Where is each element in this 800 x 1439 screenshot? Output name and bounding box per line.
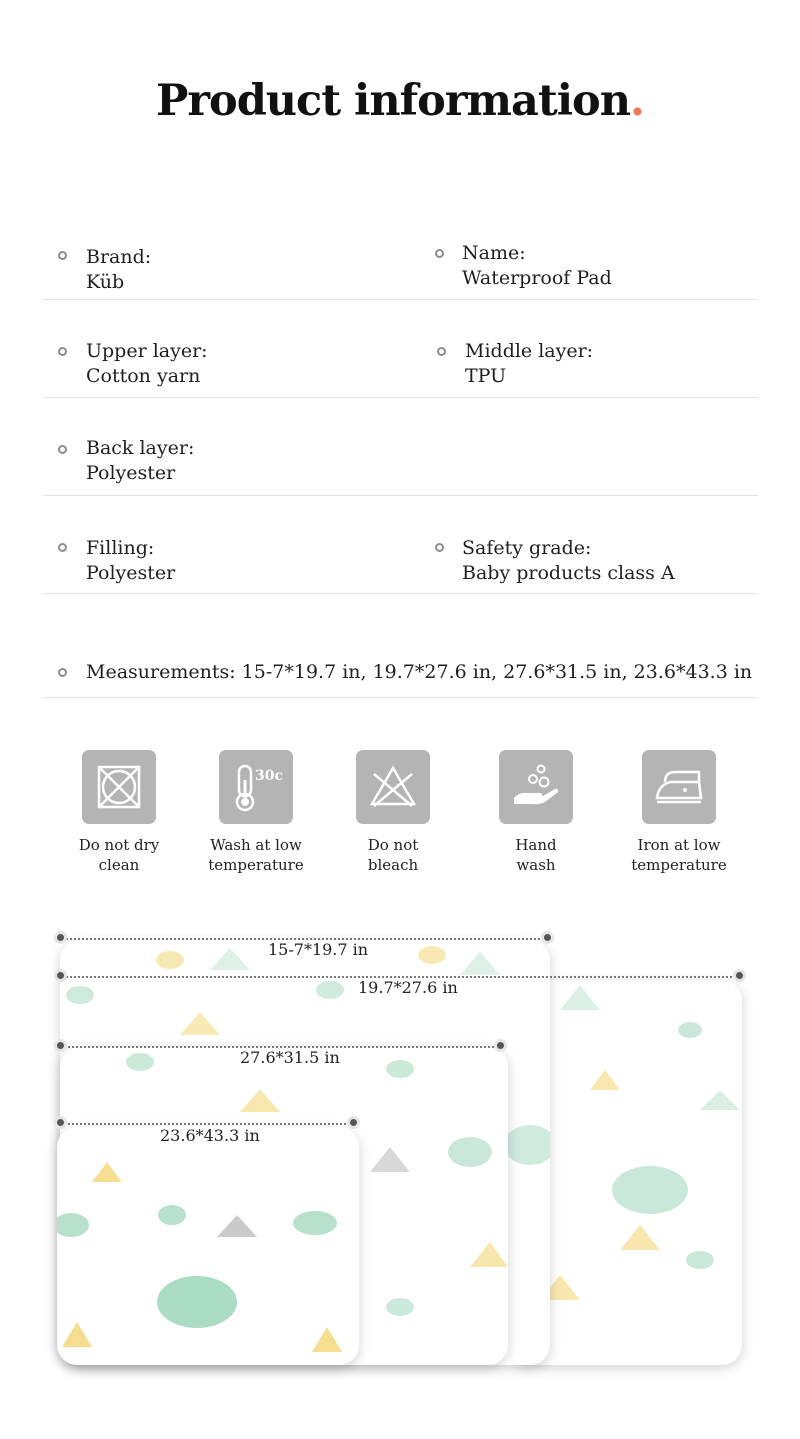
care-no-bleach xyxy=(333,750,453,875)
bullet-icon xyxy=(435,249,444,258)
bullet-icon xyxy=(437,347,446,356)
endpoint-dot xyxy=(54,1039,67,1052)
hand-wash-icon xyxy=(499,750,573,824)
bullet-icon xyxy=(435,543,444,552)
no-dry-clean-icon xyxy=(82,750,156,824)
endpoint-dot xyxy=(54,1116,67,1129)
spec-filling: Filling: Polyester xyxy=(86,537,176,584)
endpoint-dot xyxy=(54,931,67,944)
care-wash-low-temp xyxy=(196,750,316,875)
spec-safety-grade: Safety grade: Baby products class A xyxy=(462,537,675,584)
bullet-icon xyxy=(58,251,67,260)
care-label: Iron at low temperature xyxy=(631,836,727,874)
spec-upper-layer: Upper layer: Cotton yarn xyxy=(86,340,208,387)
bullet-icon xyxy=(58,543,67,552)
care-hand-wash xyxy=(476,750,596,875)
size-label-1: 15-7*19.7 in xyxy=(264,940,372,959)
iron-low-temp-icon xyxy=(642,750,716,824)
endpoint-dot xyxy=(494,1039,507,1052)
care-iron-low-temp xyxy=(619,750,739,875)
spec-back-layer: Back layer: Polyester xyxy=(86,437,195,484)
pad-pattern xyxy=(57,1127,359,1365)
care-label: Hand wash xyxy=(515,836,557,874)
bullet-icon xyxy=(58,445,67,454)
spec-name: Name: Waterproof Pad xyxy=(462,242,612,289)
pad-small xyxy=(57,1127,359,1365)
care-label: Do not dry clean xyxy=(78,836,160,874)
care-label: Wash at low temperature xyxy=(208,836,304,874)
bullet-icon xyxy=(58,347,67,356)
no-bleach-icon xyxy=(356,750,430,824)
size-label-2: 19.7*27.6 in xyxy=(354,978,462,997)
page-title: Product information. xyxy=(156,76,644,126)
size-label-4: 23.6*43.3 in xyxy=(156,1126,264,1145)
care-label: Do not bleach xyxy=(367,836,419,874)
endpoint-dot xyxy=(733,969,746,982)
measure-line-size-4 xyxy=(61,1123,354,1125)
spec-measurements: Measurements: 15-7*19.7 in, 19.7*27.6 in, 27.6*31.5 in, 23.6*43.3 in xyxy=(86,661,753,683)
bullet-icon xyxy=(58,668,67,677)
endpoint-dot xyxy=(347,1116,360,1129)
title-accent-dot: . xyxy=(629,76,644,126)
spec-brand: Brand: Küb xyxy=(86,246,152,293)
size-label-3: 27.6*31.5 in xyxy=(236,1048,344,1067)
spec-middle-layer: Middle layer: TPU xyxy=(465,340,594,387)
endpoint-dot xyxy=(541,931,554,944)
care-no-dry-clean xyxy=(59,750,179,875)
wash-low-temp-icon xyxy=(219,750,293,824)
svg-text:30c: 30c xyxy=(255,768,283,784)
endpoint-dot xyxy=(54,969,67,982)
